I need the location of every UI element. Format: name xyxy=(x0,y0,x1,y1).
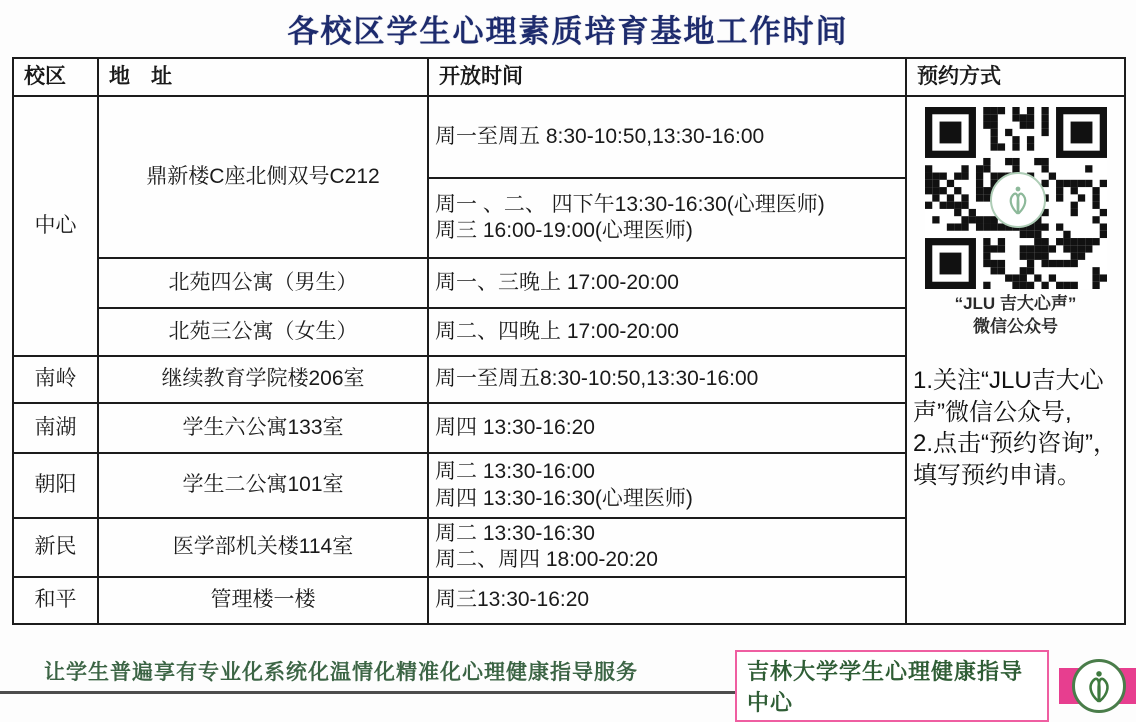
cell-time-dingxin-2 xyxy=(428,178,906,258)
table-header-row xyxy=(13,58,1125,96)
footer-slogan: 让学生普遍享有专业化系统化温情化精准化心理健康指导服务 xyxy=(44,661,638,684)
cell-time-nanhu: 周四 13:30-16:20 xyxy=(428,403,906,453)
header-address: 地 址 xyxy=(98,58,428,96)
cell-addr-heping: 管理楼一楼 xyxy=(98,577,428,624)
cell-addr-nanling: 继续教育学院楼206室 xyxy=(98,356,428,403)
cell-time-heping: 周三13:30-16:20 xyxy=(428,577,906,624)
cell-campus-nanhu: 南湖 xyxy=(13,403,98,453)
time-line: 周二 13:30-16:30 xyxy=(435,522,595,545)
time-line: 周二 13:30-16:00 xyxy=(435,460,595,484)
cell-time-dingxin-1: 周一至周五 8:30-10:50,13:30-16:00 xyxy=(428,96,906,178)
booking-step-1: 1.关注“JLU吉大心声”微信公众号, xyxy=(913,366,1104,426)
time-line: 周三 16:00-19:00(心理医师) xyxy=(435,219,693,242)
cell-campus-center: 中心 xyxy=(13,96,98,356)
cell-addr-nanhu: 学生六公寓133室 xyxy=(98,403,428,453)
booking-step-2: 2.点击“预约咨询”，填写预约申请。 xyxy=(913,430,1117,489)
time-line: 周二、周四 18:00-20:20 xyxy=(435,548,658,572)
time-line: 周四 13:30-16:30(心理医师) xyxy=(435,486,693,510)
cell-campus-heping: 和平 xyxy=(13,577,98,624)
cell-time-beiyuan4: 周一、三晚上 17:00-20:00 xyxy=(428,258,906,308)
table-row xyxy=(13,96,1125,178)
cell-time-nanling: 周一至周五8:30-10:50,13:30-16:00 xyxy=(428,356,906,403)
cell-campus-chaoyang: 朝阳 xyxy=(13,453,98,518)
footer-brand xyxy=(735,650,1136,722)
cell-time-xinmin xyxy=(428,518,906,577)
schedule-table xyxy=(12,57,1126,625)
time-line: 周一 、二、 四下午13:30-16:30(心理医师) xyxy=(435,192,825,216)
qr-caption-platform: 微信公众号 xyxy=(973,316,1058,336)
cell-addr-dingxin: 鼎新楼C座北侧双号C212 xyxy=(98,96,428,258)
cell-addr-beiyuan4: 北苑四公寓（男生） xyxy=(98,258,428,308)
wechat-qr-code xyxy=(925,107,1107,289)
header-hours: 开放时间 xyxy=(428,58,906,96)
cell-addr-beiyuan3: 北苑三公寓（女生） xyxy=(98,308,428,356)
cell-campus-nanling: 南岭 xyxy=(13,356,98,403)
cell-campus-xinmin: 新民 xyxy=(13,518,98,577)
center-logo-icon xyxy=(1053,659,1136,713)
booking-cell xyxy=(906,96,1125,624)
cell-addr-chaoyang: 学生二公寓101室 xyxy=(98,453,428,518)
cell-addr-xinmin: 医学部机关楼114室 xyxy=(98,518,428,577)
qr-caption-account: “JLU 吉大心声” xyxy=(954,294,1077,313)
qr-center-logo-icon xyxy=(990,172,1046,228)
page-title: 各校区学生心理素质培育基地工作时间 xyxy=(287,14,849,49)
cell-time-beiyuan3: 周二、四晚上 17:00-20:00 xyxy=(428,308,906,356)
cell-time-chaoyang xyxy=(428,453,906,518)
header-booking: 预约方式 xyxy=(906,58,1125,96)
header-campus: 校区 xyxy=(13,58,98,96)
center-name-badge: 吉林大学学生心理健康指导中心 xyxy=(735,650,1049,722)
